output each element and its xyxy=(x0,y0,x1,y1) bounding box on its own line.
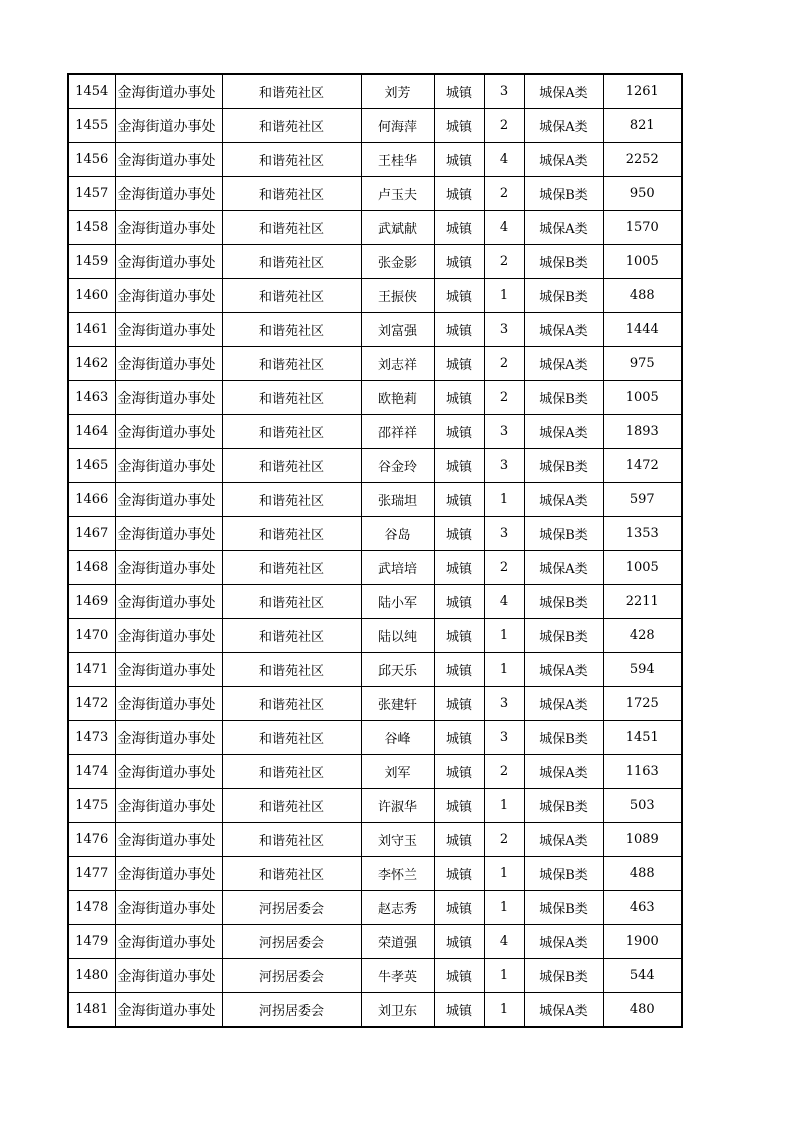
community-name-cell: 和谐苑社区 xyxy=(222,789,361,823)
community-name-cell: 和谐苑社区 xyxy=(222,347,361,381)
row-number-cell: 1478 xyxy=(68,891,115,925)
table-row xyxy=(68,313,682,347)
area-type-cell: 城镇 xyxy=(434,891,484,925)
area-type-cell: 城镇 xyxy=(434,823,484,857)
office-name-cell: 金海街道办事处 xyxy=(115,449,222,483)
household-size-cell: 2 xyxy=(484,109,524,143)
insurance-category-cell: 城保B类 xyxy=(524,381,603,415)
community-name-cell: 和谐苑社区 xyxy=(222,211,361,245)
table-body xyxy=(68,74,682,1027)
row-number-cell: 1472 xyxy=(68,687,115,721)
amount-cell: 1472 xyxy=(603,449,682,483)
table-row xyxy=(68,551,682,585)
household-size-cell: 1 xyxy=(484,891,524,925)
table-row xyxy=(68,347,682,381)
insurance-category-cell: 城保B类 xyxy=(524,245,603,279)
amount-cell: 1261 xyxy=(603,74,682,109)
area-type-cell: 城镇 xyxy=(434,585,484,619)
amount-cell: 480 xyxy=(603,993,682,1028)
office-name-cell: 金海街道办事处 xyxy=(115,177,222,211)
household-size-cell: 2 xyxy=(484,245,524,279)
person-name-cell: 何海萍 xyxy=(361,109,434,143)
amount-cell: 2211 xyxy=(603,585,682,619)
row-number-cell: 1454 xyxy=(68,74,115,109)
area-type-cell: 城镇 xyxy=(434,925,484,959)
insurance-category-cell: 城保B类 xyxy=(524,959,603,993)
office-name-cell: 金海街道办事处 xyxy=(115,993,222,1028)
amount-cell: 1725 xyxy=(603,687,682,721)
insurance-category-cell: 城保A类 xyxy=(524,925,603,959)
office-name-cell: 金海街道办事处 xyxy=(115,551,222,585)
office-name-cell: 金海街道办事处 xyxy=(115,415,222,449)
community-name-cell: 和谐苑社区 xyxy=(222,109,361,143)
amount-cell: 950 xyxy=(603,177,682,211)
person-name-cell: 邱天乐 xyxy=(361,653,434,687)
household-size-cell: 1 xyxy=(484,483,524,517)
table-row xyxy=(68,381,682,415)
community-name-cell: 和谐苑社区 xyxy=(222,177,361,211)
area-type-cell: 城镇 xyxy=(434,381,484,415)
area-type-cell: 城镇 xyxy=(434,755,484,789)
area-type-cell: 城镇 xyxy=(434,857,484,891)
table-row xyxy=(68,245,682,279)
household-size-cell: 1 xyxy=(484,959,524,993)
amount-cell: 2252 xyxy=(603,143,682,177)
table-row xyxy=(68,653,682,687)
office-name-cell: 金海街道办事处 xyxy=(115,891,222,925)
office-name-cell: 金海街道办事处 xyxy=(115,279,222,313)
household-size-cell: 4 xyxy=(484,211,524,245)
household-size-cell: 2 xyxy=(484,347,524,381)
table-row xyxy=(68,74,682,109)
community-name-cell: 和谐苑社区 xyxy=(222,517,361,551)
table-row xyxy=(68,143,682,177)
person-name-cell: 卢玉夫 xyxy=(361,177,434,211)
table-row xyxy=(68,755,682,789)
records-table xyxy=(67,73,683,1028)
office-name-cell: 金海街道办事处 xyxy=(115,857,222,891)
person-name-cell: 谷金玲 xyxy=(361,449,434,483)
community-name-cell: 和谐苑社区 xyxy=(222,687,361,721)
household-size-cell: 3 xyxy=(484,74,524,109)
area-type-cell: 城镇 xyxy=(434,721,484,755)
community-name-cell: 和谐苑社区 xyxy=(222,585,361,619)
insurance-category-cell: 城保A类 xyxy=(524,823,603,857)
insurance-category-cell: 城保A类 xyxy=(524,551,603,585)
household-size-cell: 1 xyxy=(484,993,524,1028)
person-name-cell: 许淑华 xyxy=(361,789,434,823)
insurance-category-cell: 城保A类 xyxy=(524,483,603,517)
insurance-category-cell: 城保A类 xyxy=(524,415,603,449)
insurance-category-cell: 城保A类 xyxy=(524,347,603,381)
area-type-cell: 城镇 xyxy=(434,449,484,483)
community-name-cell: 和谐苑社区 xyxy=(222,551,361,585)
insurance-category-cell: 城保A类 xyxy=(524,993,603,1028)
area-type-cell: 城镇 xyxy=(434,245,484,279)
insurance-category-cell: 城保B类 xyxy=(524,857,603,891)
table-row xyxy=(68,415,682,449)
insurance-category-cell: 城保B类 xyxy=(524,177,603,211)
table-row xyxy=(68,857,682,891)
table-row xyxy=(68,823,682,857)
row-number-cell: 1461 xyxy=(68,313,115,347)
insurance-category-cell: 城保B类 xyxy=(524,721,603,755)
amount-cell: 821 xyxy=(603,109,682,143)
area-type-cell: 城镇 xyxy=(434,313,484,347)
household-size-cell: 2 xyxy=(484,177,524,211)
insurance-category-cell: 城保A类 xyxy=(524,687,603,721)
table-row xyxy=(68,789,682,823)
table-row xyxy=(68,177,682,211)
person-name-cell: 谷岛 xyxy=(361,517,434,551)
person-name-cell: 刘卫东 xyxy=(361,993,434,1028)
household-size-cell: 4 xyxy=(484,925,524,959)
row-number-cell: 1465 xyxy=(68,449,115,483)
insurance-category-cell: 城保B类 xyxy=(524,585,603,619)
household-size-cell: 2 xyxy=(484,381,524,415)
table-row xyxy=(68,109,682,143)
insurance-category-cell: 城保B类 xyxy=(524,449,603,483)
office-name-cell: 金海街道办事处 xyxy=(115,483,222,517)
person-name-cell: 刘芳 xyxy=(361,74,434,109)
person-name-cell: 陆以纯 xyxy=(361,619,434,653)
row-number-cell: 1456 xyxy=(68,143,115,177)
amount-cell: 463 xyxy=(603,891,682,925)
office-name-cell: 金海街道办事处 xyxy=(115,74,222,109)
household-size-cell: 1 xyxy=(484,653,524,687)
amount-cell: 1353 xyxy=(603,517,682,551)
row-number-cell: 1474 xyxy=(68,755,115,789)
household-size-cell: 3 xyxy=(484,721,524,755)
table-row xyxy=(68,517,682,551)
person-name-cell: 邵祥祥 xyxy=(361,415,434,449)
amount-cell: 1900 xyxy=(603,925,682,959)
household-size-cell: 4 xyxy=(484,585,524,619)
amount-cell: 594 xyxy=(603,653,682,687)
person-name-cell: 张建轩 xyxy=(361,687,434,721)
community-name-cell: 和谐苑社区 xyxy=(222,721,361,755)
office-name-cell: 金海街道办事处 xyxy=(115,585,222,619)
row-number-cell: 1460 xyxy=(68,279,115,313)
community-name-cell: 河拐居委会 xyxy=(222,891,361,925)
community-name-cell: 河拐居委会 xyxy=(222,959,361,993)
office-name-cell: 金海街道办事处 xyxy=(115,381,222,415)
office-name-cell: 金海街道办事处 xyxy=(115,823,222,857)
office-name-cell: 金海街道办事处 xyxy=(115,143,222,177)
insurance-category-cell: 城保B类 xyxy=(524,891,603,925)
household-size-cell: 3 xyxy=(484,517,524,551)
office-name-cell: 金海街道办事处 xyxy=(115,925,222,959)
row-number-cell: 1470 xyxy=(68,619,115,653)
row-number-cell: 1466 xyxy=(68,483,115,517)
area-type-cell: 城镇 xyxy=(434,959,484,993)
area-type-cell: 城镇 xyxy=(434,177,484,211)
row-number-cell: 1458 xyxy=(68,211,115,245)
community-name-cell: 和谐苑社区 xyxy=(222,143,361,177)
amount-cell: 1570 xyxy=(603,211,682,245)
household-size-cell: 1 xyxy=(484,857,524,891)
person-name-cell: 王振侠 xyxy=(361,279,434,313)
amount-cell: 1893 xyxy=(603,415,682,449)
person-name-cell: 张金影 xyxy=(361,245,434,279)
area-type-cell: 城镇 xyxy=(434,653,484,687)
office-name-cell: 金海街道办事处 xyxy=(115,347,222,381)
community-name-cell: 和谐苑社区 xyxy=(222,823,361,857)
amount-cell: 1163 xyxy=(603,755,682,789)
person-name-cell: 刘志祥 xyxy=(361,347,434,381)
area-type-cell: 城镇 xyxy=(434,619,484,653)
table-row xyxy=(68,211,682,245)
community-name-cell: 河拐居委会 xyxy=(222,993,361,1028)
community-name-cell: 河拐居委会 xyxy=(222,925,361,959)
person-name-cell: 赵志秀 xyxy=(361,891,434,925)
row-number-cell: 1457 xyxy=(68,177,115,211)
row-number-cell: 1469 xyxy=(68,585,115,619)
community-name-cell: 和谐苑社区 xyxy=(222,415,361,449)
data-sheet xyxy=(67,73,683,1028)
insurance-category-cell: 城保A类 xyxy=(524,74,603,109)
amount-cell: 597 xyxy=(603,483,682,517)
row-number-cell: 1477 xyxy=(68,857,115,891)
row-number-cell: 1462 xyxy=(68,347,115,381)
insurance-category-cell: 城保A类 xyxy=(524,211,603,245)
household-size-cell: 3 xyxy=(484,415,524,449)
area-type-cell: 城镇 xyxy=(434,415,484,449)
office-name-cell: 金海街道办事处 xyxy=(115,721,222,755)
area-type-cell: 城镇 xyxy=(434,789,484,823)
person-name-cell: 刘军 xyxy=(361,755,434,789)
office-name-cell: 金海街道办事处 xyxy=(115,211,222,245)
table-row xyxy=(68,483,682,517)
row-number-cell: 1480 xyxy=(68,959,115,993)
person-name-cell: 牛孝英 xyxy=(361,959,434,993)
insurance-category-cell: 城保A类 xyxy=(524,143,603,177)
person-name-cell: 刘守玉 xyxy=(361,823,434,857)
insurance-category-cell: 城保A类 xyxy=(524,109,603,143)
household-size-cell: 2 xyxy=(484,823,524,857)
amount-cell: 488 xyxy=(603,857,682,891)
amount-cell: 1451 xyxy=(603,721,682,755)
household-size-cell: 3 xyxy=(484,687,524,721)
community-name-cell: 和谐苑社区 xyxy=(222,74,361,109)
household-size-cell: 1 xyxy=(484,279,524,313)
row-number-cell: 1467 xyxy=(68,517,115,551)
row-number-cell: 1471 xyxy=(68,653,115,687)
table-row xyxy=(68,993,682,1028)
amount-cell: 1005 xyxy=(603,381,682,415)
person-name-cell: 陆小军 xyxy=(361,585,434,619)
amount-cell: 488 xyxy=(603,279,682,313)
area-type-cell: 城镇 xyxy=(434,74,484,109)
community-name-cell: 和谐苑社区 xyxy=(222,313,361,347)
insurance-category-cell: 城保B类 xyxy=(524,279,603,313)
insurance-category-cell: 城保A类 xyxy=(524,313,603,347)
table-row xyxy=(68,687,682,721)
table-row xyxy=(68,449,682,483)
person-name-cell: 武培培 xyxy=(361,551,434,585)
person-name-cell: 荣道强 xyxy=(361,925,434,959)
row-number-cell: 1459 xyxy=(68,245,115,279)
office-name-cell: 金海街道办事处 xyxy=(115,755,222,789)
row-number-cell: 1476 xyxy=(68,823,115,857)
office-name-cell: 金海街道办事处 xyxy=(115,109,222,143)
community-name-cell: 和谐苑社区 xyxy=(222,245,361,279)
row-number-cell: 1473 xyxy=(68,721,115,755)
table-row xyxy=(68,585,682,619)
amount-cell: 1089 xyxy=(603,823,682,857)
household-size-cell: 4 xyxy=(484,143,524,177)
row-number-cell: 1463 xyxy=(68,381,115,415)
insurance-category-cell: 城保B类 xyxy=(524,789,603,823)
insurance-category-cell: 城保A类 xyxy=(524,755,603,789)
person-name-cell: 李怀兰 xyxy=(361,857,434,891)
insurance-category-cell: 城保B类 xyxy=(524,619,603,653)
community-name-cell: 和谐苑社区 xyxy=(222,449,361,483)
office-name-cell: 金海街道办事处 xyxy=(115,517,222,551)
person-name-cell: 谷峰 xyxy=(361,721,434,755)
community-name-cell: 和谐苑社区 xyxy=(222,381,361,415)
amount-cell: 544 xyxy=(603,959,682,993)
person-name-cell: 武斌献 xyxy=(361,211,434,245)
table-row xyxy=(68,279,682,313)
row-number-cell: 1468 xyxy=(68,551,115,585)
table-row xyxy=(68,891,682,925)
row-number-cell: 1455 xyxy=(68,109,115,143)
household-size-cell: 1 xyxy=(484,789,524,823)
household-size-cell: 1 xyxy=(484,619,524,653)
table-row xyxy=(68,721,682,755)
community-name-cell: 和谐苑社区 xyxy=(222,653,361,687)
area-type-cell: 城镇 xyxy=(434,211,484,245)
household-size-cell: 2 xyxy=(484,551,524,585)
row-number-cell: 1479 xyxy=(68,925,115,959)
area-type-cell: 城镇 xyxy=(434,143,484,177)
table-row xyxy=(68,959,682,993)
row-number-cell: 1481 xyxy=(68,993,115,1028)
community-name-cell: 和谐苑社区 xyxy=(222,483,361,517)
area-type-cell: 城镇 xyxy=(434,347,484,381)
area-type-cell: 城镇 xyxy=(434,279,484,313)
area-type-cell: 城镇 xyxy=(434,687,484,721)
office-name-cell: 金海街道办事处 xyxy=(115,619,222,653)
community-name-cell: 和谐苑社区 xyxy=(222,857,361,891)
area-type-cell: 城镇 xyxy=(434,483,484,517)
household-size-cell: 3 xyxy=(484,313,524,347)
row-number-cell: 1464 xyxy=(68,415,115,449)
area-type-cell: 城镇 xyxy=(434,551,484,585)
insurance-category-cell: 城保B类 xyxy=(524,517,603,551)
household-size-cell: 3 xyxy=(484,449,524,483)
person-name-cell: 王桂华 xyxy=(361,143,434,177)
amount-cell: 503 xyxy=(603,789,682,823)
community-name-cell: 和谐苑社区 xyxy=(222,755,361,789)
office-name-cell: 金海街道办事处 xyxy=(115,959,222,993)
amount-cell: 428 xyxy=(603,619,682,653)
row-number-cell: 1475 xyxy=(68,789,115,823)
amount-cell: 975 xyxy=(603,347,682,381)
area-type-cell: 城镇 xyxy=(434,109,484,143)
amount-cell: 1005 xyxy=(603,551,682,585)
amount-cell: 1444 xyxy=(603,313,682,347)
office-name-cell: 金海街道办事处 xyxy=(115,789,222,823)
community-name-cell: 和谐苑社区 xyxy=(222,619,361,653)
table-row xyxy=(68,925,682,959)
office-name-cell: 金海街道办事处 xyxy=(115,313,222,347)
office-name-cell: 金海街道办事处 xyxy=(115,653,222,687)
amount-cell: 1005 xyxy=(603,245,682,279)
office-name-cell: 金海街道办事处 xyxy=(115,687,222,721)
person-name-cell: 张瑞坦 xyxy=(361,483,434,517)
person-name-cell: 刘富强 xyxy=(361,313,434,347)
community-name-cell: 和谐苑社区 xyxy=(222,279,361,313)
household-size-cell: 2 xyxy=(484,755,524,789)
insurance-category-cell: 城保A类 xyxy=(524,653,603,687)
office-name-cell: 金海街道办事处 xyxy=(115,245,222,279)
area-type-cell: 城镇 xyxy=(434,993,484,1028)
person-name-cell: 欧艳莉 xyxy=(361,381,434,415)
area-type-cell: 城镇 xyxy=(434,517,484,551)
table-row xyxy=(68,619,682,653)
